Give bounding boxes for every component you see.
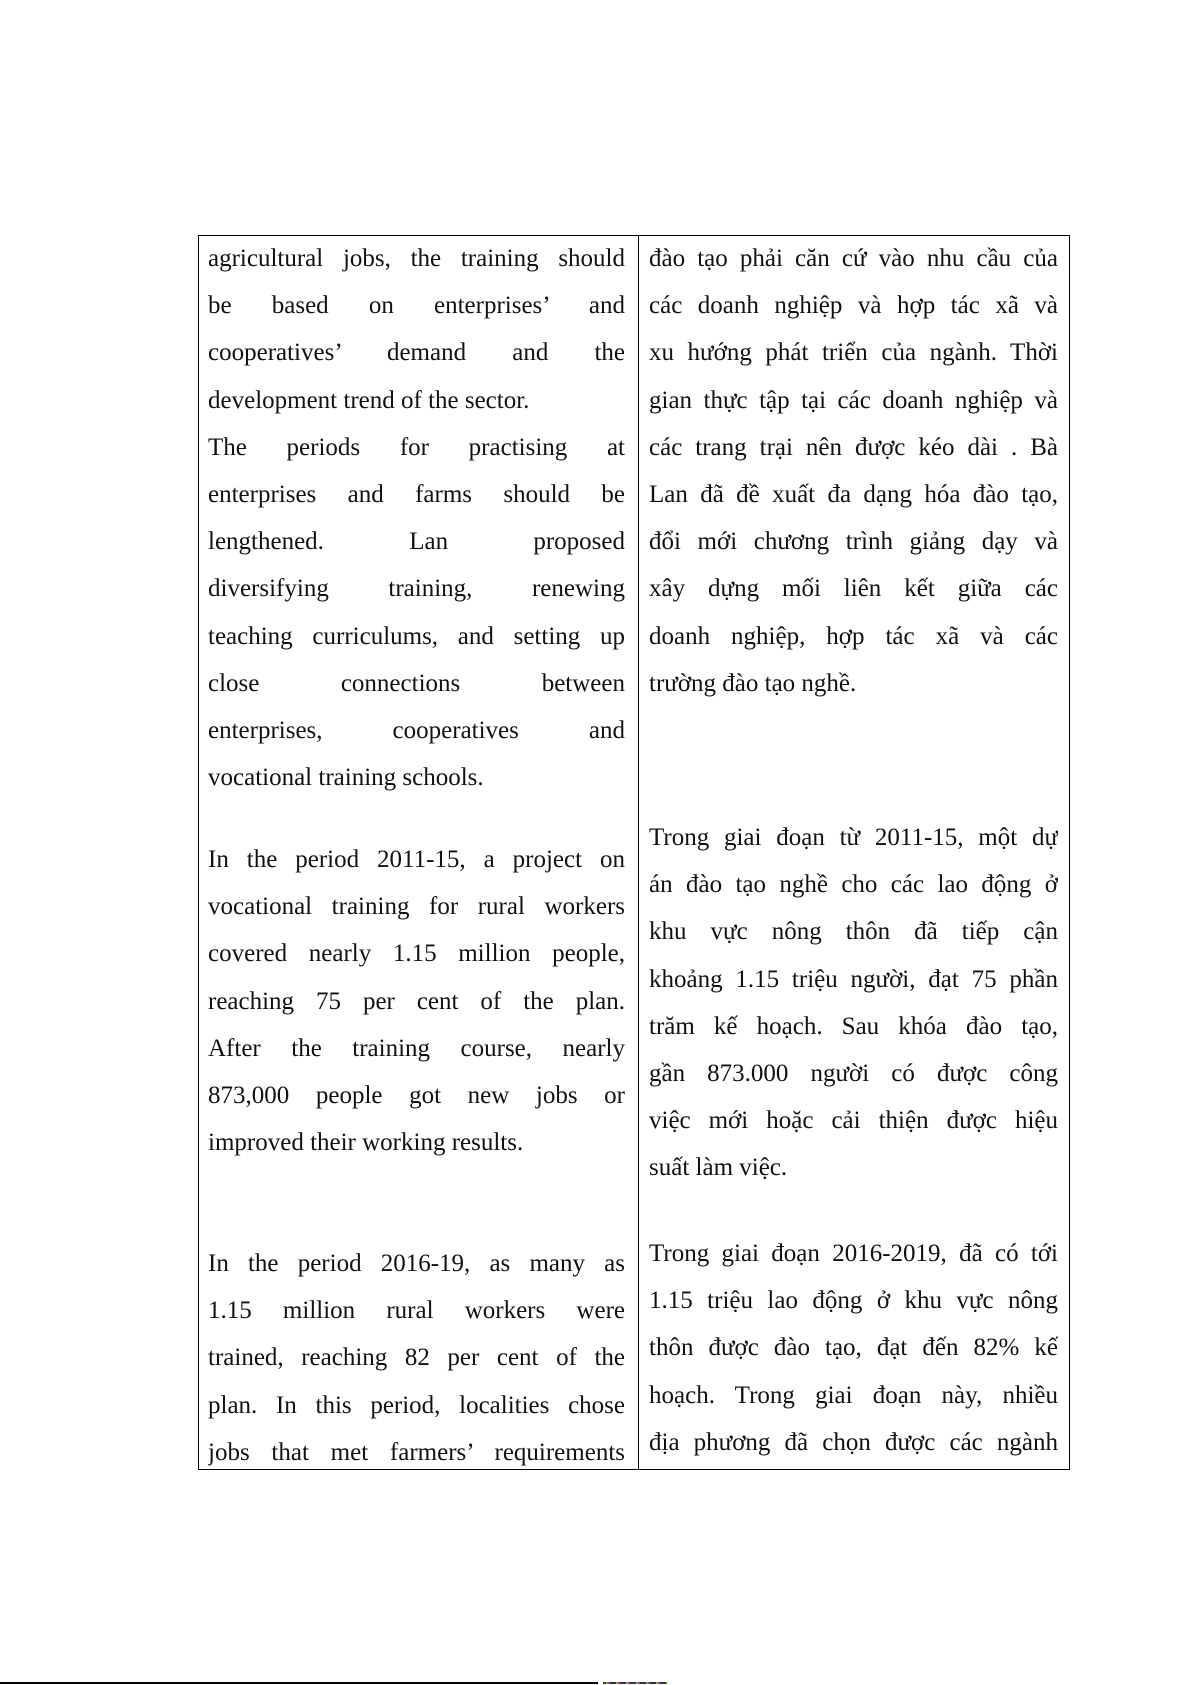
text-line: đào tạo phải căn cứ vào nhu cầu của [649, 245, 1058, 272]
text-line: After the training course, nearly [208, 1034, 625, 1062]
text-line: 1.15 triệu lao động ở khu vực nông [649, 1287, 1058, 1315]
text-line: plan. In this period, localities chose [208, 1391, 625, 1419]
text-line: diversifying training, renewing [208, 575, 625, 603]
text-line: Lan đã đề xuất đa dạng hóa đào tạo, [649, 480, 1058, 508]
text-line: xu hướng phát triển của ngành. Thời [649, 339, 1058, 367]
text-line: địa phương đã chọn được các ngành [649, 1428, 1058, 1456]
text-line: jobs that met farmers’ requirements [208, 1438, 625, 1466]
text-line: reaching 75 per cent of the plan. [208, 987, 625, 1015]
text-line: hoạch. Trong giai đoạn này, nhiều [649, 1381, 1058, 1409]
text-line: việc mới hoặc cải thiện được hiệu [649, 1107, 1058, 1135]
text-line: Trong giai đoạn từ 2011-15, một dự [649, 824, 1058, 851]
text-line: enterprises, cooperatives and [208, 716, 625, 744]
text-line: trường đào tạo nghề. [649, 669, 857, 697]
row-1-english [208, 235, 625, 801]
column-divider [638, 235, 639, 1470]
text-line: covered nearly 1.15 million people, [208, 940, 625, 968]
text-line: be based on enterprises’ and [208, 292, 625, 320]
row-1-vietnamese [649, 235, 1058, 707]
text-line: close connections between [208, 669, 625, 697]
text-line: các trang trại nên được kéo dài . Bà [649, 433, 1058, 461]
footer-mark [603, 1682, 667, 1684]
text-line: agricultural jobs, the training should [208, 245, 625, 272]
text-line: teaching curriculums, and setting up [208, 622, 625, 650]
text-line: trained, reaching 82 per cent of the [208, 1344, 625, 1372]
text-line: án đào tạo nghề cho các lao động ở [649, 871, 1058, 899]
footer-rule [0, 1682, 598, 1684]
text-line: khoảng 1.15 triệu người, đạt 75 phần [649, 965, 1058, 993]
text-line: doanh nghiệp, hợp tác xã và các [649, 622, 1058, 650]
row-3-english [208, 1240, 625, 1476]
row-2-vietnamese [649, 814, 1058, 1192]
text-line: đổi mới chương trình giảng dạy và [649, 528, 1058, 556]
text-line: The periods for practising at [208, 433, 625, 461]
text-line: trăm kế hoạch. Sau khóa đào tạo, [649, 1012, 1058, 1040]
text-line: khu vực nông thôn đã tiếp cận [649, 918, 1058, 946]
text-line: vocational training for rural workers [208, 893, 625, 921]
text-line: xây dựng mối liên kết giữa các [649, 575, 1058, 603]
row-2-english [208, 836, 625, 1166]
text-line: cooperatives’ demand and the [208, 339, 625, 367]
text-line: thôn được đào tạo, đạt đến 82% kế [649, 1334, 1058, 1362]
text-line: lengthened. Lan proposed [208, 528, 625, 556]
text-line: gian thực tập tại các doanh nghiệp và [649, 386, 1058, 414]
text-line: 873,000 people got new jobs or [208, 1081, 625, 1109]
text-line: In the period 2016-19, as many as [208, 1250, 625, 1277]
text-line: 1.15 million rural workers were [208, 1297, 625, 1325]
text-line: các doanh nghiệp và hợp tác xã và [649, 292, 1058, 320]
text-line: improved their working results. [208, 1129, 524, 1157]
text-line: suất làm việc. [649, 1154, 788, 1182]
text-line: In the period 2011-15, a project on [208, 846, 625, 873]
row-3-vietnamese [649, 1230, 1058, 1466]
text-line: enterprises and farms should be [208, 480, 625, 508]
text-line: gần 873.000 người có được công [649, 1059, 1058, 1087]
text-line: development trend of the sector. [208, 386, 530, 414]
text-line: vocational training schools. [208, 764, 484, 792]
text-line: Trong giai đoạn 2016-2019, đã có tới [649, 1240, 1058, 1267]
